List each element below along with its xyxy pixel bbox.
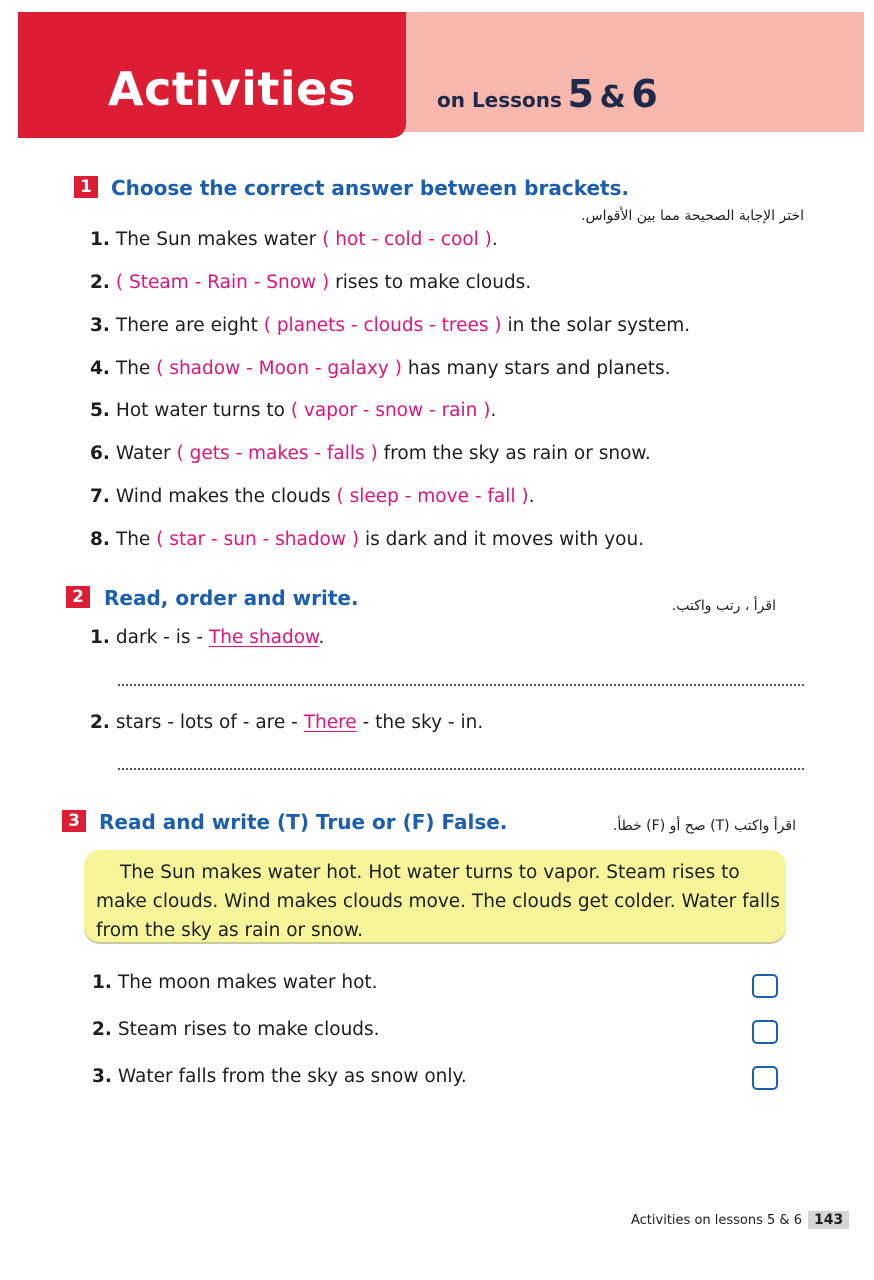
page-subtitle: on Lessons 5 & 6 (437, 72, 658, 116)
question-3: 3. There are eight ( planets - clouds - trees ) in the solar system. (90, 315, 691, 336)
answer-line[interactable] (118, 768, 804, 770)
answer-checkbox[interactable] (752, 1020, 778, 1044)
answer-line[interactable] (118, 684, 804, 686)
section-3-title: Read and write (T) True or (F) False. (99, 810, 508, 834)
answer-options[interactable]: ( star - sun - shadow ) (156, 529, 360, 550)
order-item: 1. dark - is - The shadow. (90, 627, 325, 648)
section-1-arabic-instruction: اختر الإجابة الصحيحة مما بين الأقواس. (581, 208, 804, 224)
order-item: 2. stars - lots of - are - There - the sky - in. (90, 712, 484, 733)
section-2-number: 2 (66, 586, 90, 608)
section-1-title: Choose the correct answer between brackets. (111, 176, 630, 200)
answer-options[interactable]: ( planets - clouds - trees ) (263, 315, 502, 336)
answer-options[interactable]: ( Steam - Rain - Snow ) (115, 272, 330, 293)
question-4: 4. The ( shadow - Moon - galaxy ) has many stars and planets. (90, 358, 671, 379)
section-3-number: 3 (62, 810, 86, 832)
true-false-item: 2. Steam rises to make clouds. (92, 1019, 380, 1040)
answer-checkbox[interactable] (752, 1066, 778, 1090)
reading-passage: The Sun makes water hot. Hot water turns to vapor. Steam rises to make clouds. Wind makes clouds move. The clouds get colder. Water falls from the sky as rain or snow. (84, 850, 786, 942)
question-2: 2. ( Steam - Rain - Snow ) rises to make clouds. (90, 272, 532, 293)
order-answer: There (303, 712, 357, 733)
page-footer (631, 1211, 849, 1229)
section-3-arabic-instruction: اقرأ واكتب (T) صح أو (F) خطأ. (612, 818, 796, 834)
order-answer: The shadow (208, 627, 319, 648)
true-false-item: 3. Water falls from the sky as snow only. (92, 1066, 467, 1087)
question-1: 1. The Sun makes water ( hot - cold - cool ). (90, 229, 498, 250)
true-false-item: 1. The moon makes water hot. (92, 972, 378, 993)
page-title: Activities (108, 62, 356, 116)
question-8: 8. The ( star - sun - shadow ) is dark and it moves with you. (90, 529, 645, 550)
answer-options[interactable]: ( shadow - Moon - galaxy ) (156, 358, 402, 379)
question-5: 5. Hot water turns to ( vapor - snow - rain ). (90, 400, 497, 421)
answer-checkbox[interactable] (752, 974, 778, 998)
answer-options[interactable]: ( hot - cold - cool ) (322, 229, 492, 250)
footer-text: Activities on lessons 5 & 6 (631, 1213, 802, 1228)
answer-options[interactable]: ( sleep - move - fall ) (336, 486, 529, 507)
section-2-arabic-instruction: اقرأ ، رتب واكتب. (671, 598, 776, 614)
page-number: 143 (808, 1211, 849, 1229)
answer-options[interactable]: ( vapor - snow - rain ) (290, 400, 491, 421)
question-6: 6. Water ( gets - makes - falls ) from the sky as rain or snow. (90, 443, 651, 464)
section-1-number: 1 (74, 176, 98, 198)
section-2-title: Read, order and write. (104, 586, 359, 610)
question-7: 7. Wind makes the clouds ( sleep - move - fall ). (90, 486, 535, 507)
answer-options[interactable]: ( gets - makes - falls ) (176, 443, 378, 464)
